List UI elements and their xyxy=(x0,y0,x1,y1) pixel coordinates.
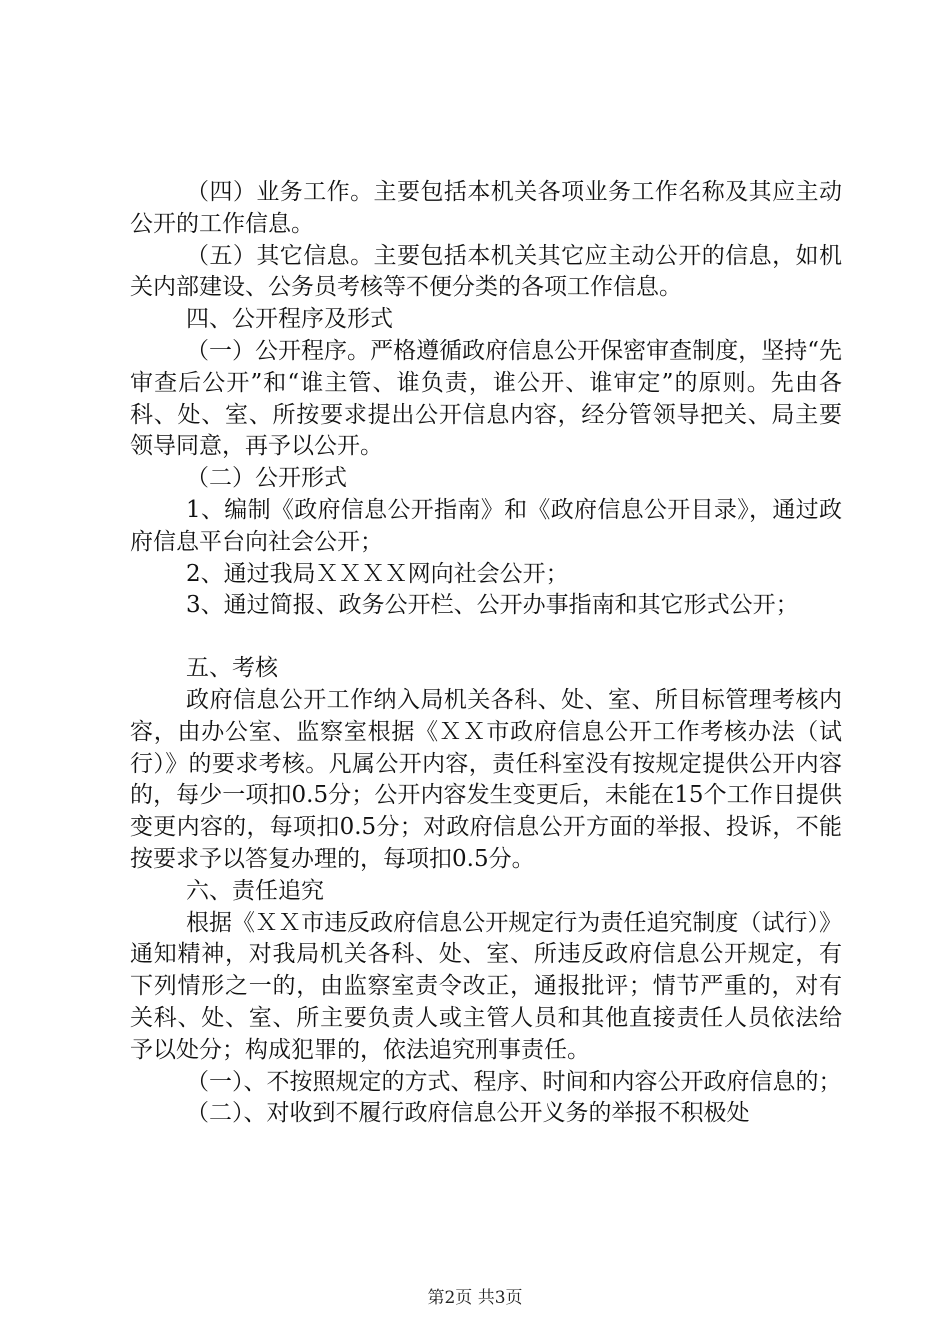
page-number: 第2页 共3页 xyxy=(427,1288,523,1308)
list-item-3: 3、通过简报、政务公开栏、公开办事指南和其它形式公开； xyxy=(186,592,799,619)
spacer xyxy=(130,622,842,653)
paragraph-procedure: （一）公开程序。严格遵循政府信息公开保密审查制度，坚持“先审查后公开”和“谁主管、谁负责，谁公开、谁审定”的原则。先由各科、处、室、所按要求提出公开信息内容，经分管领导把关、局主要领导同意，再予以公开。 xyxy=(130,337,842,460)
list-item-2: 2、通过我局ＸＸＸＸ网向社会公开； xyxy=(186,560,569,587)
paragraph-assessment: 政府信息公开工作纳入局机关各科、处、室、所目标管理考核内容，由办公室、监察室根据《ＸＸ市政府信息公开工作考核办法（试行）》的要求考核。凡属公开内容，责任科室没有按规定提供公开内容的，每少一项扣0.5分；公开内容发生变更后，未能在15个工作日提供变更内容的，每项扣0.5分；对政府信息公开方面的举报、投诉，不能按要求予以答复办理的，每项扣0.5分。 xyxy=(130,686,842,872)
section-heading-accountability: 六、责任追究 xyxy=(186,877,324,904)
paragraph-business-work: （四）业务工作。主要包括本机关各项业务工作名称及其应主动公开的工作信息。 xyxy=(130,179,842,237)
document-body xyxy=(130,177,842,1130)
list-item-violation-1: （一）、不按照规定的方式、程序、时间和内容公开政府信息的； xyxy=(186,1068,842,1095)
list-item-violation-2: （二）、对收到不履行政府信息公开义务的举报不积极处 xyxy=(186,1100,750,1127)
subheading-form: （二）公开形式 xyxy=(186,465,347,492)
section-heading-procedure: 四、公开程序及形式 xyxy=(186,306,393,333)
paragraph-accountability: 根据《ＸＸ市违反政府信息公开规定行为责任追究制度（试行）》通知精神，对我局机关各科、处、室、所违反政府信息公开规定，有下列情形之一的，由监察室责令改正，通报批评；情节严重的，对有关科、处、室、所主要负责人或主管人员和其他直接责任人员依法给予以处分；构成犯罪的，依法追究刑事责任。 xyxy=(130,909,842,1063)
paragraph-other-info: （五）其它信息。主要包括本机关其它应主动公开的信息，如机关内部建设、公务员考核等不便分类的各项工作信息。 xyxy=(130,242,842,301)
list-item-1: 1、编制《政府信息公开指南》和《政府信息公开目录》，通过政府信息平台向社会公开； xyxy=(130,496,842,555)
section-heading-assessment: 五、考核 xyxy=(186,655,278,682)
